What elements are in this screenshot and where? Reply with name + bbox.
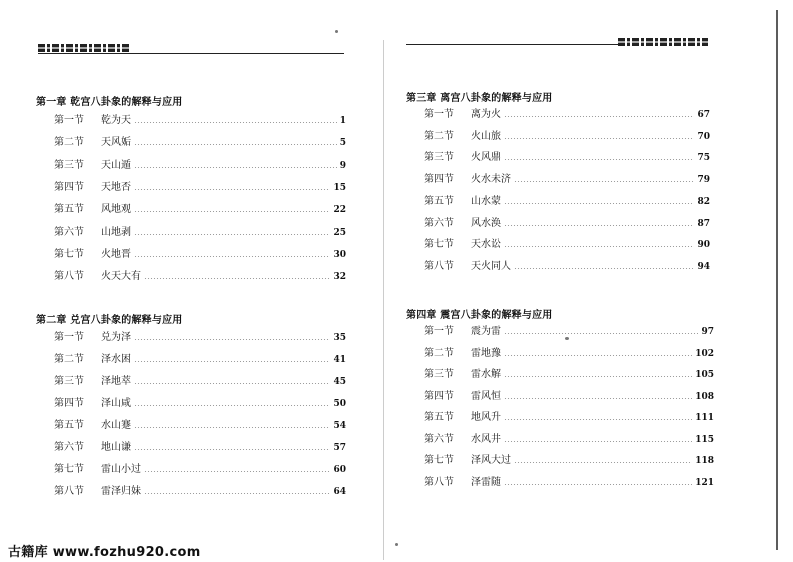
dot-leader [134,234,330,235]
dot-leader [144,471,330,472]
page-number: 79 [697,175,710,186]
dot-leader [134,189,330,190]
section-title: 震为雷 [471,326,501,337]
dot-leader [504,203,694,204]
toc-entry[interactable] [54,224,346,238]
dot-leader [504,419,692,420]
section-title: 雷风恒 [471,390,501,402]
section-number: 第一节 [54,332,84,343]
section-title: 山水蒙 [471,195,501,207]
section-title: 天地否 [101,181,131,193]
toc-entry[interactable] [54,179,346,193]
toc-entry[interactable] [424,128,710,142]
page-number: 82 [697,196,710,207]
section-title: 地山谦 [101,442,131,453]
section-number: 第八节 [54,486,84,497]
page-number: 57 [333,443,346,453]
page-number: 115 [695,434,714,445]
toc-entry[interactable] [54,112,346,126]
section-number: 第一节 [54,115,84,126]
toc-entry[interactable] [424,345,714,359]
section-number: 第四节 [54,398,84,409]
toc-entry[interactable] [54,395,346,409]
toc-entry[interactable] [54,268,346,282]
section-number: 第二节 [54,354,84,365]
section-number: 第七节 [54,248,84,260]
page-number: 97 [701,327,714,337]
section-title: 泽山咸 [101,398,131,409]
scan-speck [395,543,398,546]
dot-leader [514,268,694,269]
page-number: 41 [333,355,346,365]
section-title: 兑为泽 [101,332,131,343]
toc-entry[interactable] [54,351,346,365]
header-rule [38,53,344,54]
dot-leader [504,138,694,139]
page-number: 102 [695,348,714,359]
dot-leader [134,167,337,168]
toc-entry[interactable] [54,157,346,171]
page-edge-rule [776,10,778,550]
toc-entry[interactable] [424,236,710,250]
page-number: 64 [333,487,346,497]
page-number: 22 [333,205,346,216]
section-number: 第四节 [424,390,454,402]
toc-entry[interactable] [424,258,710,272]
section-number: 第三节 [54,376,84,387]
section-title: 火天大有 [101,271,141,283]
page-number: 108 [695,391,714,402]
section-title: 泽雷随 [471,476,501,488]
toc-entry[interactable] [54,373,346,387]
dot-leader [514,181,694,182]
page-number: 1 [339,116,346,126]
toc-entry[interactable] [424,215,710,229]
dot-leader [504,333,698,334]
page-number: 75 [697,153,710,164]
dot-leader [134,427,330,428]
toc-entry[interactable] [424,193,710,207]
page-number: 70 [697,131,710,142]
toc-entry[interactable] [424,366,714,380]
chapter-heading: 第二章 兑宫八卦象的解释与应用 [36,315,183,326]
section-number: 第五节 [54,420,84,431]
section-number: 第二节 [424,347,454,359]
section-title: 雷水解 [471,369,501,380]
toc-entry[interactable] [424,474,714,488]
page-number: 94 [697,261,710,272]
page-number: 121 [695,477,714,488]
section-title: 雷山小过 [101,464,141,475]
section-number: 第三节 [54,159,84,171]
section-number: 第八节 [424,260,454,272]
toc-entry[interactable] [54,439,346,453]
section-title: 风水涣 [471,217,501,229]
section-title: 乾为天 [101,115,131,126]
toc-entry[interactable] [424,431,714,445]
section-title: 天火同人 [471,260,511,272]
section-number: 第六节 [54,226,84,238]
chapter-heading: 第四章 震宫八卦象的解释与应用 [406,310,553,321]
toc-entry[interactable] [54,417,346,431]
toc-entry[interactable] [54,329,346,343]
section-title: 雷泽归妹 [101,486,141,497]
section-title: 天风姤 [101,137,131,149]
dot-leader [504,441,692,442]
dot-leader [504,484,692,485]
page-number: 90 [697,240,710,251]
page-number: 105 [695,370,714,380]
dot-leader [134,361,330,362]
section-number: 第五节 [424,195,454,207]
section-number: 第四节 [54,181,84,193]
toc-entry[interactable] [424,409,714,423]
dot-leader [144,278,330,279]
page-number: 111 [695,413,714,423]
section-number: 第四节 [424,174,454,186]
toc-entry[interactable] [54,483,346,497]
gutter-shadow [383,40,384,560]
toc-entry[interactable] [424,149,710,163]
page-number: 5 [339,138,346,149]
section-number: 第五节 [54,204,84,216]
section-number: 第七节 [424,239,454,251]
dot-leader [504,225,694,226]
section-number: 第三节 [424,369,454,380]
dot-leader [504,355,692,356]
toc-entry[interactable] [54,461,346,475]
header-ornament-band [38,44,130,52]
section-number: 第六节 [54,442,84,453]
page-number: 67 [697,110,710,120]
section-number: 第二节 [54,137,84,149]
section-number: 第七节 [54,464,84,475]
section-title: 风地观 [101,204,131,216]
section-title: 天水讼 [471,239,501,251]
right-page [396,0,793,562]
section-title: 地风升 [471,412,501,423]
page-number: 30 [333,249,346,260]
toc-entry[interactable] [424,323,714,337]
dot-leader [134,339,330,340]
dot-leader [514,462,692,463]
section-title: 泽风大过 [471,455,511,466]
section-number: 第六节 [424,217,454,229]
toc-entry[interactable] [54,246,346,260]
section-title: 水风井 [471,433,501,445]
section-number: 第七节 [424,455,454,466]
dot-leader [504,159,694,160]
toc-entry[interactable] [424,388,714,402]
dot-leader [504,246,694,247]
toc-entry[interactable] [424,171,710,185]
scan-speck [565,337,569,340]
page-number: 60 [333,465,346,475]
dot-leader [504,376,692,377]
section-title: 离为火 [471,109,501,120]
footer-watermark: 古籍库 www.fozhu920.com [8,545,201,560]
section-title: 山地剥 [101,226,131,238]
section-title: 火水未济 [471,174,511,186]
toc-entry[interactable] [424,106,710,120]
section-title: 水山蹇 [101,420,131,431]
dot-leader [504,116,694,117]
section-title: 天山遁 [101,159,131,171]
section-number: 第一节 [424,109,454,120]
section-title: 泽地萃 [101,376,131,387]
header-ornament-band [618,38,708,46]
section-title: 雷地豫 [471,347,501,359]
section-number: 第五节 [424,412,454,423]
section-title: 火地晋 [101,248,131,260]
page-number: 15 [333,182,346,193]
dot-leader [134,405,330,406]
page-number: 118 [695,456,714,466]
page-number: 9 [339,160,346,171]
section-title: 火山旅 [471,130,501,142]
page-number: 87 [697,218,710,229]
toc-entry[interactable] [424,452,714,466]
section-number: 第三节 [424,152,454,164]
dot-leader [504,398,692,399]
page-number: 50 [333,399,346,409]
chapter-heading: 第三章 离宫八卦象的解释与应用 [406,93,553,104]
toc-entry[interactable] [54,201,346,215]
section-number: 第六节 [424,433,454,445]
section-number: 第一节 [424,326,454,337]
dot-leader [134,211,330,212]
section-number: 第八节 [54,271,84,283]
chapter-heading: 第一章 乾宫八卦象的解释与应用 [36,97,183,108]
section-number: 第二节 [424,130,454,142]
section-title: 火风鼎 [471,152,501,164]
dot-leader [134,449,330,450]
scan-speck [335,30,338,33]
dot-leader [134,122,337,123]
section-number: 第八节 [424,476,454,488]
dot-leader [144,493,330,494]
page-number: 25 [333,227,346,238]
page-number: 45 [333,377,346,387]
toc-entry[interactable] [54,134,346,148]
dot-leader [134,144,337,145]
page-number: 35 [333,333,346,343]
dot-leader [134,383,330,384]
left-page [0,0,396,562]
page-number: 54 [333,421,346,431]
page-number: 32 [333,272,346,283]
section-title: 泽水困 [101,354,131,365]
dot-leader [134,256,330,257]
